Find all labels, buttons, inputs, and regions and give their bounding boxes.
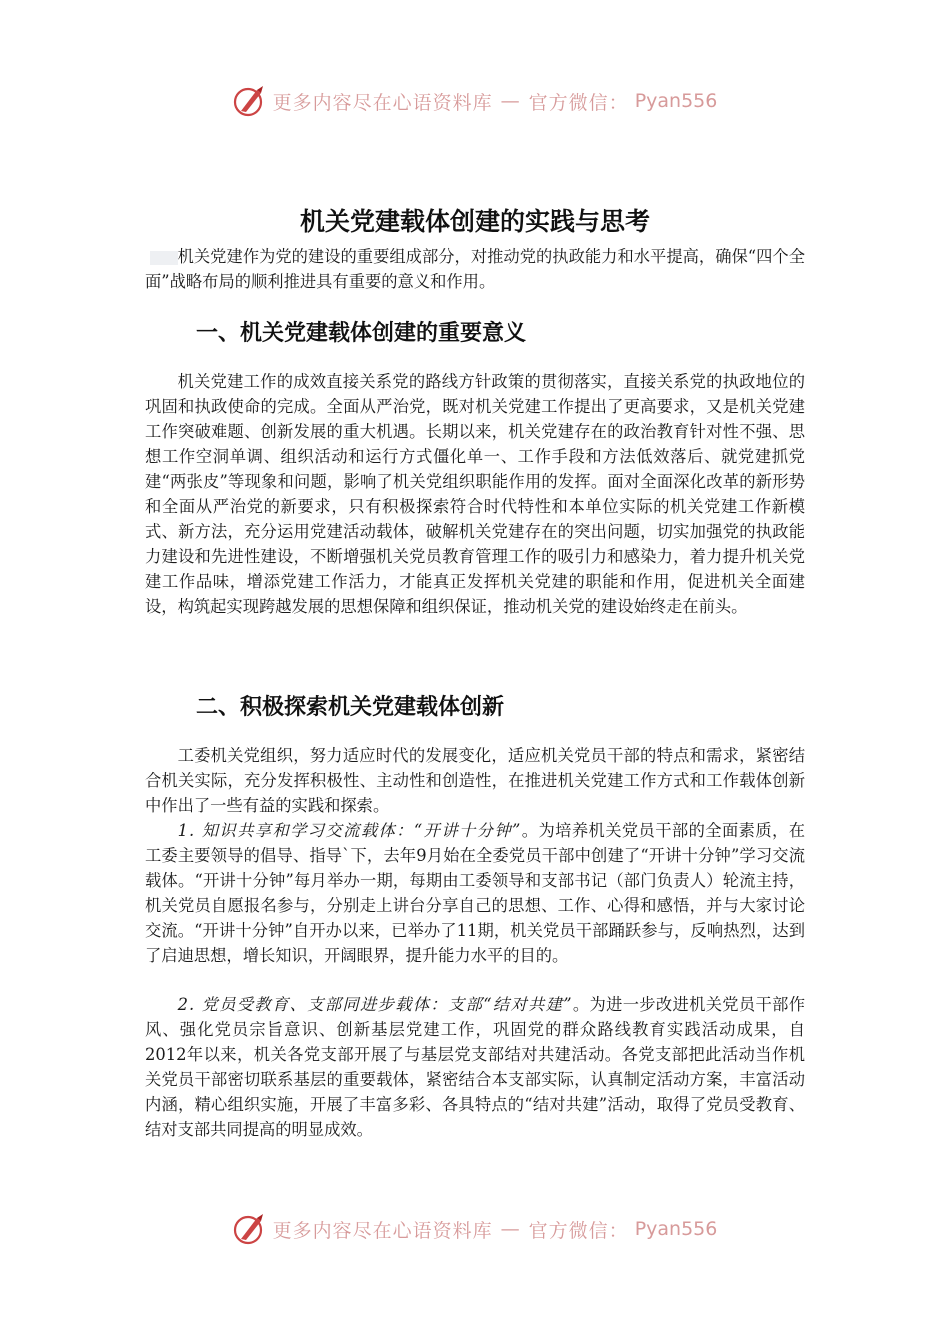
watermark-text: 更多内容尽在心语资料库	[272, 1219, 493, 1242]
section-2-item-1	[145, 818, 805, 968]
watermark-account: Pyan556	[634, 1218, 718, 1240]
watermark-text: 更多内容尽在心语资料库	[272, 91, 493, 114]
section-1-paragraph-1: 机关党建工作的成效直接关系党的路线方针政策的贯彻落实，直接关系党的执政地位的巩固和执政使命的完成。全面从严治党，既对机关党建工作提出了更高要求，又是机关党建工作突破难题、创新发展的重大机遇。长期以来，机关党建存在的政治教育针对性不强、思想工作空洞单调、组织活动和运行方式僵化单一、工作手段和方法低效落后、就党建抓党建“两张皮”等现象和问题，影响了机关党组织职能作用的发挥。面对全面深化改革的新形势和全面从严治党的新要求，只有积极探索符合时代特性和本单位实际的机关党建工作新模式、新方法，充分运用党建活动载体，破解机关党建存在的突出问题，切实加强党的执政能力建设和先进性建设，不断增强机关党员教育管理工作的吸引力和感染力，着力提升机关党建工作品味，增添党建工作活力，才能真正发挥机关党建的职能和作用，促进机关全面建设，构筑起实现跨越发展的思想保障和组织保证，推动机关党的建设始终走在前头。	[145, 372, 805, 616]
watermark-account: Pyan556	[634, 90, 718, 112]
section-heading-1: 一、机关党建载体创建的重要意义	[196, 321, 527, 346]
item-2-body: 。为进一步改进机关党员干部作风、强化党员宗旨意识、创新基层党建工作，巩固党的群众路线教育实践活动成果，自2012年以来，机关各党支部开展了与基层党支部结对共建活动。各党支部把此活动当作机关党员干部密切联系基层的重要载体，紧密结合本支部实际，认真制定活动方案，丰富活动内涵，精心组织实施，开展了丰富多彩、各具特点的“结对共建”活动，取得了党员受教育、结对支部共同提高的明显成效。	[145, 995, 805, 1139]
intro-text: 机关党建作为党的建设的重要组成部分，对推动党的执政能力和水平提高，确保“四个全面”战略布局的顺利推进具有重要的意义和作用。	[145, 247, 805, 291]
item-2-lead: 2. 党员受教育、支部同进步载体：支部“结对共建”	[177, 995, 573, 1014]
document-title: 机关党建载体创建的实践与思考	[299, 207, 650, 236]
item-1-lead: 1. 知识共享和学习交流载体：“开讲十分钟”	[177, 821, 522, 840]
item-1-body: 。为培养机关党员干部的全面素质，在工委主要领导的倡导、指导`下，去年9月始在全委党员干部中创建了“开讲十分钟”学习交流载体。“开讲十分钟”每月举办一期，每期由工委领导和支部书记（部门负责人）轮流主持，机关党员自愿报名参与，分别走上讲台分享自己的思想、工作、心得和感悟，并与大家讨论交流。“开讲十分钟”自开办以来，已举办了11期，机关党员干部踊跃参与，反响热烈，达到了启迪思想，增长知识，开阔眼界，提升能力水平的目的。	[145, 821, 805, 965]
watermark-separator: —	[500, 90, 521, 112]
section-heading-2: 二、积极探索机关党建载体创新	[196, 695, 505, 720]
intro-paragraph	[145, 244, 805, 294]
watermark-header	[0, 84, 950, 118]
watermark-label: 官方微信：	[528, 1219, 629, 1242]
watermark-label: 官方微信：	[528, 91, 629, 114]
selection-highlight	[150, 251, 178, 265]
section-2-item-2	[145, 992, 805, 1142]
section-2-paragraph-1: 工委机关党组织，努力适应时代的发展变化，适应机关党员干部的特点和需求，紧密结合机关实际，充分发挥积极性、主动性和创造性，在推进机关党建工作方式和工作载体创新中作出了一些有益的实践和探索。	[145, 746, 805, 815]
watermark-footer	[0, 1212, 950, 1246]
quill-pen-logo-icon	[233, 1212, 267, 1246]
quill-pen-logo-icon	[233, 84, 267, 118]
watermark-separator: —	[500, 1218, 521, 1240]
